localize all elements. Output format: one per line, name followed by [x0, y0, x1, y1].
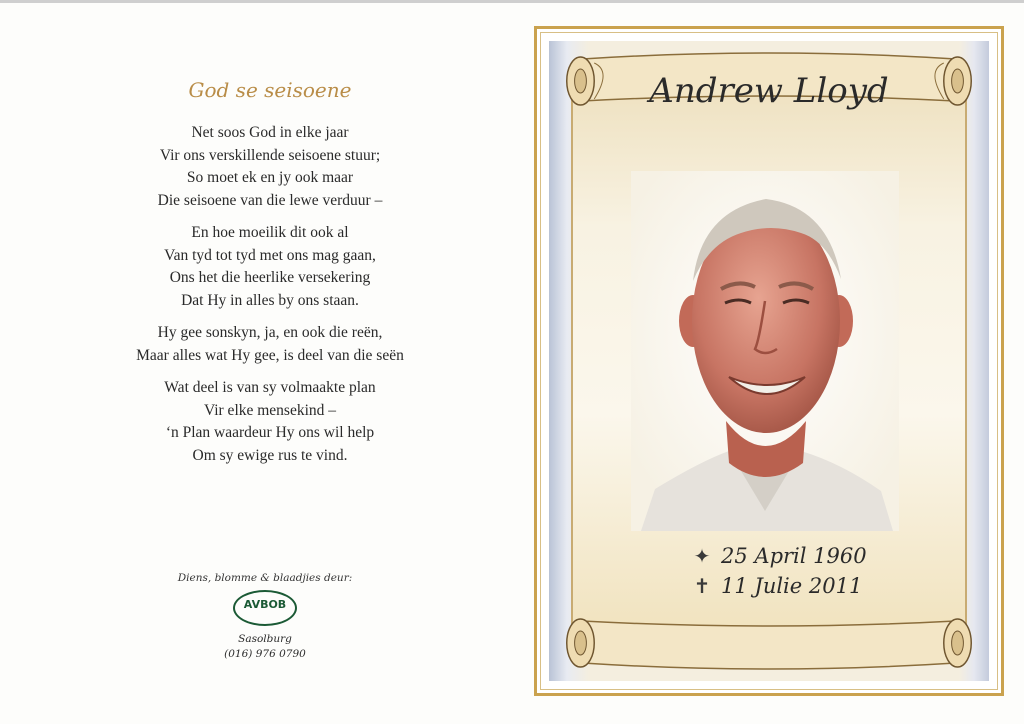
death-date: 11 Julie 2011 [721, 574, 863, 598]
stanza-1 [60, 122, 480, 212]
funeral-credits [150, 572, 380, 662]
life-dates [689, 541, 949, 601]
card-background [549, 41, 989, 681]
scroll-bottom-icon [553, 609, 985, 681]
deceased-name: Andrew Lloyd [649, 71, 889, 111]
scan-edge [0, 0, 1024, 3]
stanza-4 [60, 377, 480, 467]
poem-line: So moet ek en jy ook maar [186, 169, 354, 186]
poem-line: Wat deel is van sy volmaakte plan [164, 379, 376, 396]
stanza-3 [60, 322, 480, 367]
logo-text: AVBOB [243, 598, 287, 611]
portrait-photo [631, 171, 899, 531]
stanza-2 [60, 222, 480, 312]
credits-phone: (016) 976 0790 [224, 648, 306, 660]
poem-line: Net soos God in elke jaar [191, 124, 349, 141]
credits-location: Sasolburg [238, 633, 292, 645]
star-icon: ✦ [693, 545, 711, 568]
poem-line: Ons het die heerlike versekering [169, 269, 371, 286]
poem-line: Die seisoene van die lewe verduur – [157, 191, 383, 209]
poem-line: Hy gee sonskyn, ja, en ook die reën, [157, 324, 383, 341]
cross-icon: ✝ [693, 575, 711, 598]
poem-line: Maar alles wat Hy gee, is deel van die seën [136, 346, 404, 364]
poem-line: ‘n Plan waardeur Hy ons wil help [165, 424, 375, 441]
poem-line: Om sy ewige rus te vind. [192, 446, 348, 464]
memorial-card [534, 26, 1004, 696]
birth-date: 25 April 1960 [721, 544, 867, 568]
poem-line: Vir elke mensekind – [203, 401, 337, 419]
poem-line: Vir ons verskillende seisoene stuur; [159, 146, 381, 164]
poem-line: Van tyd tot tyd met ons mag gaan, [164, 246, 376, 264]
scroll-top-icon [553, 41, 985, 113]
poem-line: Dat Hy in alles by ons staan. [181, 291, 359, 309]
poem-page [60, 70, 480, 477]
birth-row [689, 541, 949, 571]
death-row [689, 571, 949, 601]
poem-line: En hoe moeilik dit ook al [191, 224, 349, 241]
poem-title: God se seisoene [188, 78, 352, 102]
credits-text: Diens, blomme & blaadjies deur: [177, 572, 353, 584]
avbob-logo [233, 590, 297, 626]
